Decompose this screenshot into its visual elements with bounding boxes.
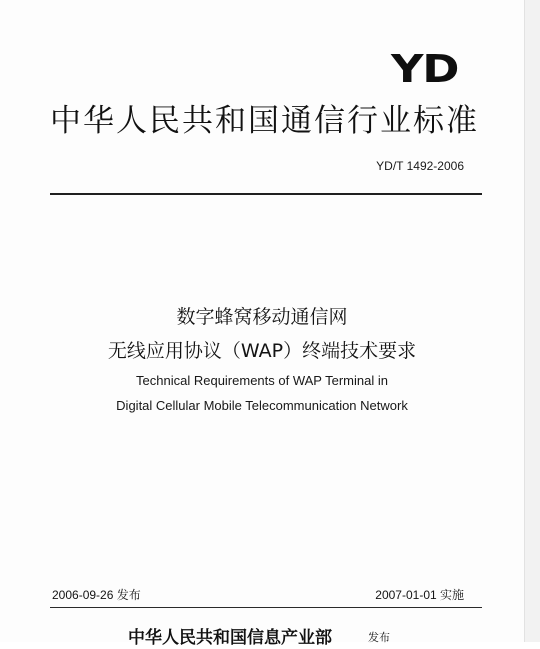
header-divider xyxy=(50,193,482,195)
yd-logo: YD xyxy=(390,47,459,91)
title-en-line2: Digital Cellular Mobile Telecommunication Network xyxy=(116,398,408,413)
title-zh-line2: 无线应用协议（WAP）终端技术要求 xyxy=(107,340,417,362)
footer-divider xyxy=(50,607,482,608)
viewer-scroll-edge[interactable] xyxy=(524,0,540,642)
issuer-name: 中华人民共和国信息产业部 xyxy=(128,628,332,648)
title-zh-line1: 数字蜂窝移动通信网 xyxy=(176,306,348,328)
issuer-action: 发布 xyxy=(368,631,390,644)
standard-number: YD/T 1492-2006 xyxy=(376,159,464,173)
implement-date: 2007-01-01 实施 xyxy=(375,588,464,602)
standard-category: 中华人民共和国通信行业标准 xyxy=(50,103,479,139)
title-en-line1: Technical Requirements of WAP Terminal in xyxy=(136,373,388,388)
publish-date: 2006-09-26 发布 xyxy=(52,588,141,602)
